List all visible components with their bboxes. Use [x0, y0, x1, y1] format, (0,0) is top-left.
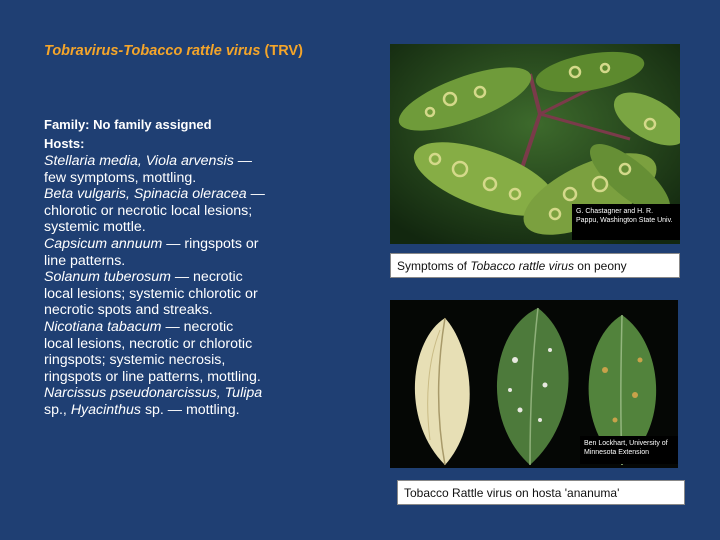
host-symptoms: — chlorotic or necrotic local lesions; systemic mottle.: [44, 186, 265, 236]
host-name: Narcissus pseudonarcissus, Tulipa: [44, 385, 263, 402]
host-name: Stellaria media, Viola arvensis: [44, 153, 234, 169]
caption-virus-name: Tobacco rattle virus: [470, 259, 574, 273]
title-italic: Tobravirus-Tobacco rattle virus: [44, 43, 261, 59]
host-symptoms: — few symptoms, mottling.: [44, 153, 252, 186]
photo-credit: G. Chastagner and H. R. Pappu, Washington State Univ.: [572, 204, 680, 240]
host-name: Solanum tuberosum: [44, 269, 171, 286]
host-symptoms: sp.,: [44, 401, 71, 418]
host-symptoms: — necrotic local lesions; systemic chlorotic or necrotic spots and streaks.: [44, 269, 258, 319]
hosts-label: Hosts:: [44, 136, 85, 151]
host-symptoms: — ringspots or line patterns.: [44, 235, 259, 269]
family-line: Family: No family assigned: [44, 117, 212, 132]
host-entry: [44, 269, 266, 319]
host-symptoms: — necrotic local lesions, necrotic or chlorotic ringspots; systemic necrosis, ringspots or line patterns, mottling.: [44, 318, 261, 385]
host-name: Nicotiana tabacum: [44, 318, 162, 335]
host-name: Capsicum annuum: [44, 235, 163, 252]
host-name: Beta vulgaris, Spinacia oleracea: [44, 186, 247, 203]
photo-credit: Ben Lockhart, University of Minnesota Extension: [580, 436, 678, 464]
caption-text: Symptoms of: [397, 259, 471, 273]
host-symptoms: sp. — mottling.: [141, 401, 240, 418]
caption-text: on peony: [573, 259, 627, 273]
photo-caption: Tobacco Rattle virus on hosta 'ananuma': [397, 480, 685, 505]
title-plain: (TRV): [260, 43, 303, 59]
host-entry: [44, 153, 266, 186]
slide-title: [44, 42, 304, 61]
host-entry: [44, 186, 266, 236]
host-entry: [44, 319, 266, 385]
photo-caption: [390, 253, 680, 278]
host-entry: [44, 236, 266, 269]
hosts-list: [44, 153, 266, 419]
host-name: Hyacinthus: [70, 401, 141, 418]
host-entry: [44, 385, 266, 418]
